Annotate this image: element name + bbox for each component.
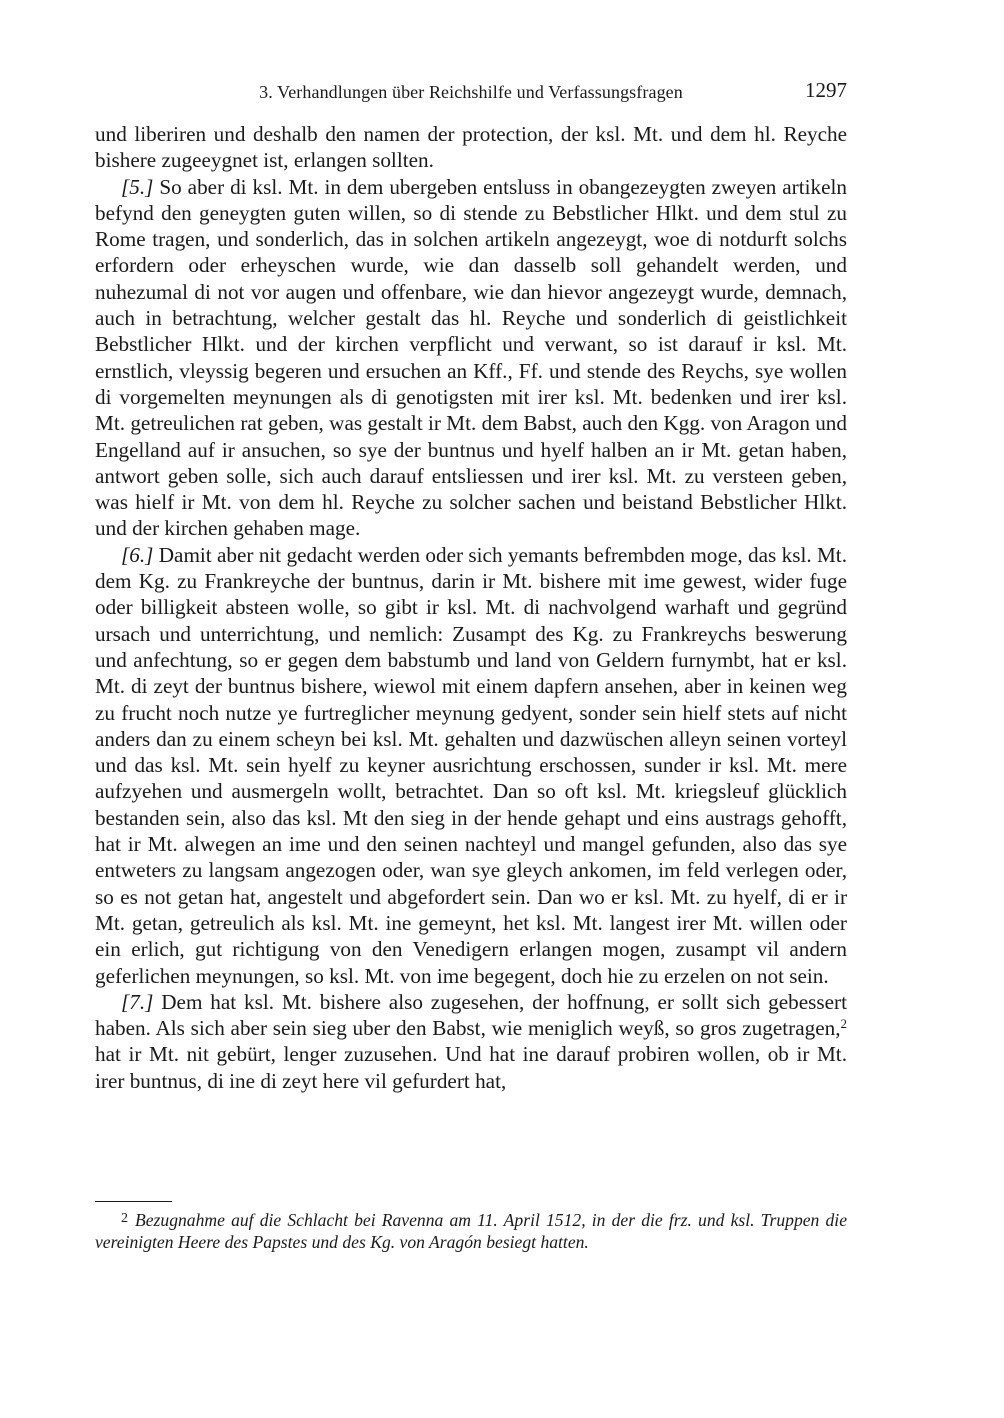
section-marker: [5.] (121, 174, 154, 199)
paragraph-7 (95, 989, 847, 1094)
paragraph-6 (95, 542, 847, 989)
paragraph-text: Damit aber nit gedacht werden oder sich yemants befrembden moge, das ksl. Mt. dem Kg. zu Frankreyche der buntnus, darin ir Mt. bishere mit ime gewest, wider fuge oder billigkeit absteen wolle, so gibt ir ksl. Mt. di nachvolgend warhaft und gegründ ursach und unterrichtung, und nemlich: Zusampt des Kg. zu Frankreychs beswerung und anfechtung, so er gegen dem babstumb und land von Geldern furnymbt, hat er ksl. Mt. di zeyt der buntnus bishere, wiewol mit einem dapfern ansehen, aber in keinen weg zu frucht noch nutze ye furtreglicher meynung gedyent, sonder sein hielf stets auf nicht anders dan zu einem scheyn bei ksl. Mt. gehalten und dazwüschen alleyn seinen vorteyl und das ksl. Mt. sein hyelf zu keyner ausrichtung erschossen, sunder ir ksl. Mt. mere aufzyehen und ausmergeln wollt, betrachtet. Dan so oft ksl. Mt. kriegsleuf glücklich bestanden sein, also das ksl. Mt den sieg in der hende gehapt und eins austrags gehofft, hat ir Mt. alwegen an ime und den seinen nachteyl und mangel gefunden, also das sye entweters zu langsam angezogen oder, wan sye gleych ankomen, im feld verlegen oder, so es not getan hat, angestelt und abgefordert sein. Dan wo er ksl. Mt. zu hyelf, di er ir Mt. getan, getreulich als ksl. Mt. ine gemeynt, het ksl. Mt. langest irer Mt. willen oder ein erlich, gut richtigung von den Venedigern erlangen mogen, zusampt vil andern geferlichen meynungen, so ksl. Mt. von ime begegent, doch hie zu erzelen on not sein. (95, 542, 847, 988)
footnote-number: 2 (121, 1211, 128, 1226)
running-head: 3. Verhandlungen über Reichshilfe und Verfassungsfragen (259, 82, 683, 102)
paragraph-5 (95, 174, 847, 542)
page-header (95, 78, 847, 108)
page-number: 1297 (805, 78, 847, 102)
section-marker: [6.] (121, 542, 154, 567)
footnote-rule (95, 1201, 172, 1202)
paragraph-text: So aber di ksl. Mt. in dem ubergeben entsluss in obangezeygten zweyen artikeln befynd den geneygten guten willen, so di stende zu Bebstlicher Hlkt. und dem stul zu Rome tragen, und sonderlich, das in solchen artikeln angezeygt, woe di notdurft solchs erfordern oder erheyschen wurde, wie dan dasselb soll gehandelt werden, und nuhezumal di not vor augen und offenbare, wie dan hievor angezeygt wurde, demnach, auch in betrachtung, welcher gestalt das hl. Reyche und sonderlich di geistlichkeit Bebstlicher Hlkt. und der kirchen verpflicht und verwant, so ist darauf ir ksl. Mt. ernstlich, vleyssig begeren und ersuchen an Kff., Ff. und stende des Reychs, sye wollen di vorgemelten meynungen als di genotigsten mit irer ksl. Mt. bedenken und irer ksl. Mt. getreulichen rat geben, was gestalt ir Mt. dem Babst, auch den Kgg. von Aragon und Engelland auf ir ansuchen, so sye der buntnus und hyelf halben an ir Mt. getan haben, antwort geben solle, sich auch darauf entsliessen und irer ksl. Mt. zu versteen geben, was hielf ir Mt. von dem hl. Reyche zu solcher sachen und beistand Bebstlicher Hlkt. und der kirchen gehaben mage. (95, 174, 847, 541)
footnote (95, 1208, 847, 1253)
paragraph-1 (95, 121, 847, 174)
paragraph-text: hat ir Mt. nit gebürt, lenger zuzusehen. Und hat ine darauf probiren wollen, ob ir Mt. irer buntnus, di ine di zeyt here vil gefurdert hat, (95, 1042, 847, 1093)
paragraph-text: und liberiren und deshalb den namen der protection, der ksl. Mt. und dem hl. Reyche bishere zugeeygnet ist, erlangen sollten. (95, 122, 847, 173)
main-text (95, 121, 847, 1094)
footnote-reference[interactable]: 2 (840, 1016, 847, 1032)
section-marker: [7.] (121, 989, 154, 1014)
footnote-text: Bezugnahme auf die Schlacht bei Ravenna am 11. April 1512, in der die frz. und ksl. Truppen die vereinigten Heere des Papstes und des Kg. von Aragón besiegt hatten. (95, 1210, 847, 1252)
paragraph-text: Dem hat ksl. Mt. bishere also zugesehen, der hoffnung, er sollt sich gebessert haben. Als sich aber sein sieg uber den Babst, wie meniglich weyß, so gros zugetragen, (95, 989, 847, 1041)
